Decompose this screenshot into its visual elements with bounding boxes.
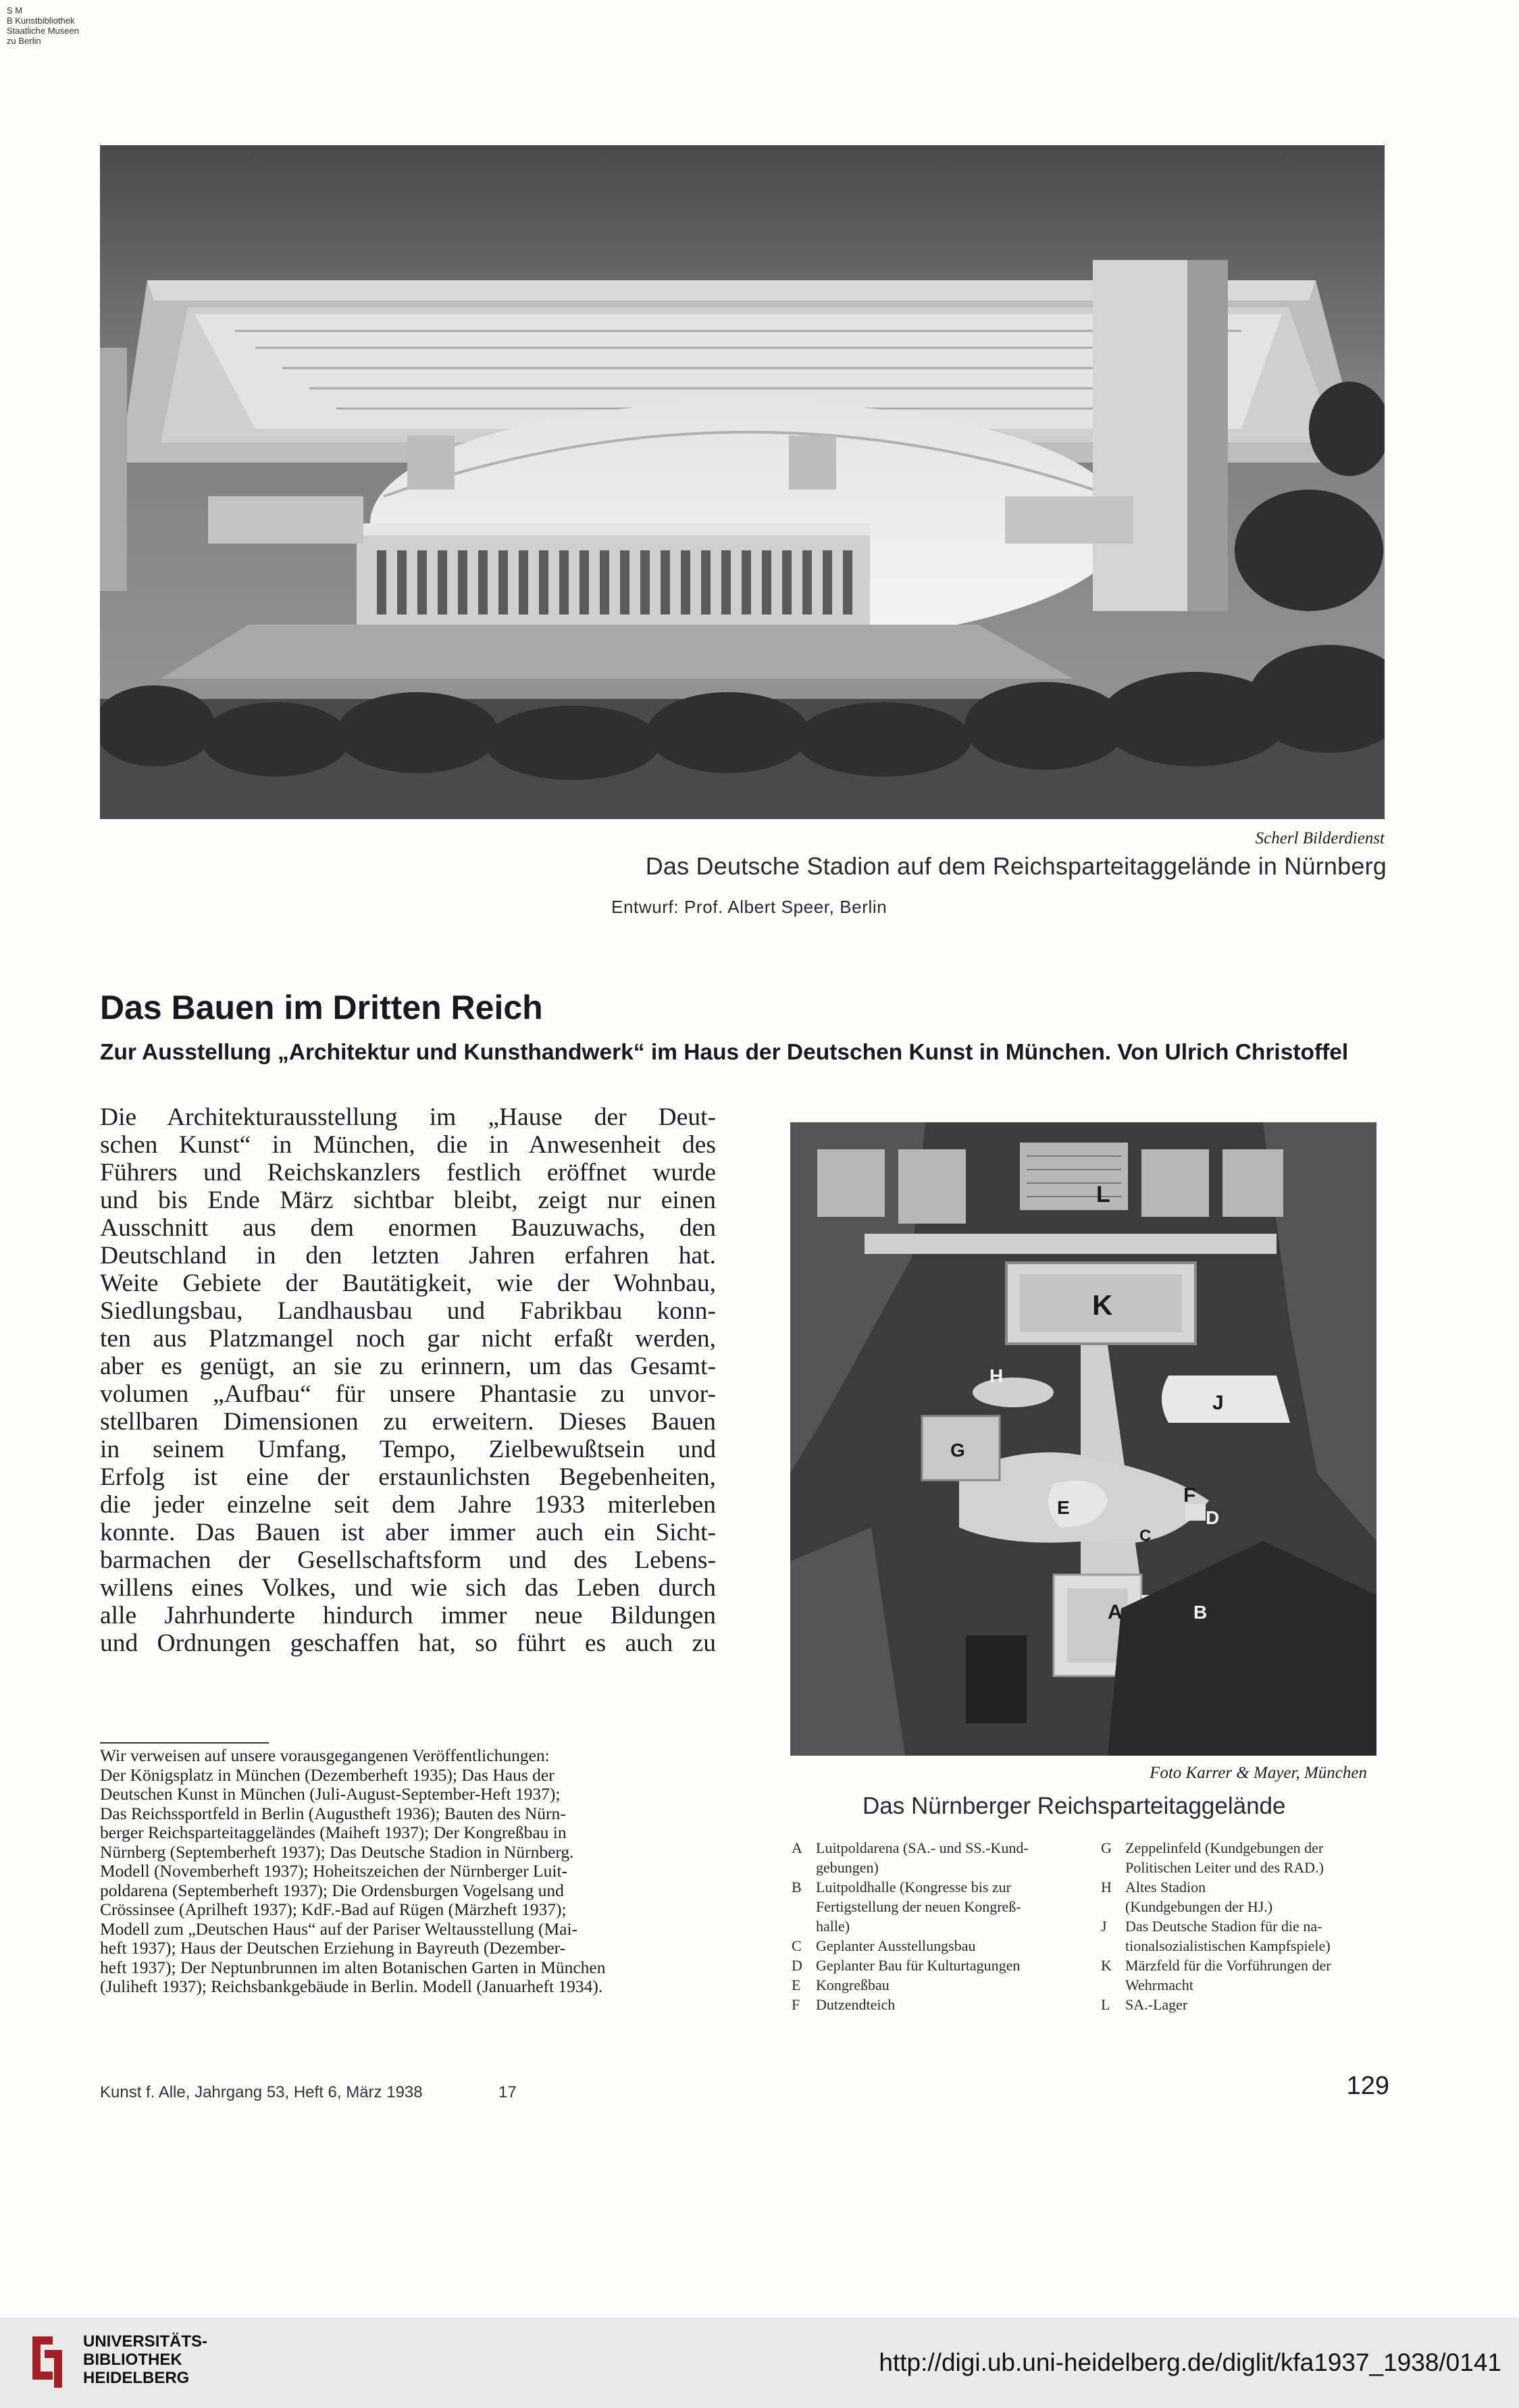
footnote-line: berger Reichsparteitaggeländes (Maiheft 1937); Der Kongreßbau in: [100, 1823, 567, 1842]
legend-text: Altes Stadion: [1125, 1879, 1206, 1895]
legend-text: Geplanter Bau für Kulturtagungen: [816, 1957, 1021, 1974]
source-url-link[interactable]: http://digi.ub.uni-heidelberg.de/diglit/kfa1937_1938/0141: [879, 2349, 1501, 2376]
article-body: [100, 1103, 716, 1657]
legend-text: Märzfeld für die Vorführungen der: [1125, 1957, 1331, 1974]
footnote-line: poldarena (Septemberheft 1937); Die Ordensburgen Vogelsang und: [100, 1880, 564, 1900]
legend-key: A: [792, 1839, 802, 1856]
university-name: [83, 2332, 207, 2387]
map-label-b: B: [1193, 1602, 1208, 1623]
map-label-k: K: [1092, 1289, 1113, 1321]
map-label-h: H: [989, 1365, 1004, 1386]
legend-text: Wehrmacht: [1125, 1977, 1193, 1993]
body-line: ten aus Platzmangel noch gar nicht erfaßt werden,: [100, 1325, 716, 1353]
body-line: Ausschnitt aus dem enormen Bauzuwachs, den: [100, 1214, 716, 1242]
legend-item: [1101, 1995, 1331, 2014]
stadium-model-photo: [100, 145, 1385, 819]
body-line: Führers und Reichskanzlers festlich eröffnet wurde: [100, 1159, 716, 1186]
legend-text: Luitpoldarena (SA.- und SS.-Kund-: [816, 1839, 1029, 1856]
footnote-line: heft 1937); Haus der Deutschen Erziehung in Bayreuth (Dezember-: [100, 1938, 566, 1958]
body-line: und Ordnungen geschaffen hat, so führt es auch zu: [100, 1629, 716, 1657]
legend-text: Zeppelinfeld (Kundgebungen der: [1125, 1839, 1324, 1856]
legend-text: Kongreßbau: [816, 1977, 890, 1993]
body-line: konnte. Das Bauen ist aber immer auch ein Sicht-: [100, 1519, 716, 1546]
map-label-g: G: [950, 1440, 965, 1461]
legend-text: Politischen Leiter und des RAD.): [1125, 1859, 1324, 1876]
footnote-divider: [100, 1742, 269, 1744]
map-label-e: E: [1057, 1497, 1070, 1518]
footnote-line: Crössinsee (Aprilheft 1937); KdF.-Bad auf Rügen (Märzheft 1937);: [100, 1900, 567, 1919]
body-line: Die Architekturausstellung im „Hause der Deut-: [100, 1103, 716, 1131]
body-line: schen Kunst“ in München, die in Anwesenheit des: [100, 1131, 716, 1159]
body-line: die jeder einzelne seit dem Jahre 1933 miterleben: [100, 1491, 716, 1519]
body-line: Weite Gebiete der Bautätigkeit, wie der Wohnbau,: [100, 1270, 716, 1297]
footnote-line: (Juliheft 1937); Reichsbankgebäude in Berlin. Modell (Januarheft 1934).: [100, 1977, 603, 1996]
body-line: Siedlungsbau, Landhausbau und Fabrikbau konn-: [100, 1297, 716, 1325]
body-line: Deutschland in den letzten Jahren erfahren hat.: [100, 1242, 716, 1270]
photo-design-credit: Entwurf: Prof. Albert Speer, Berlin: [611, 897, 887, 917]
map-label-f: F: [1183, 1484, 1196, 1507]
map-label-c: C: [1139, 1527, 1152, 1545]
stamp-line: S M: [7, 5, 23, 16]
stamp-line: zu Berlin: [7, 36, 41, 46]
legend-key: F: [792, 1996, 800, 2013]
body-line: und bis Ende März sichtbar bleibt, zeigt nur einen: [100, 1186, 716, 1214]
map-label-j: J: [1212, 1392, 1224, 1414]
legend-text: Fertigstellung der neuen Kongreß-: [816, 1898, 1021, 1915]
library-stamp: [7, 5, 79, 46]
map-caption: Das Nürnberger Reichsparteitaggelände: [863, 1793, 1286, 1819]
footnote-line: Deutschen Kunst in München (Juli-August-September-Heft 1937);: [100, 1784, 561, 1804]
university-name-line: UNIVERSITÄTS-: [83, 2332, 208, 2351]
legend-text: Geplanter Ausstellungsbau: [816, 1937, 976, 1954]
university-name-line: HEIDELBERG: [83, 2369, 190, 2387]
stamp-line: B Kunstbibliothek: [7, 16, 75, 26]
map-legend-right: [1101, 1838, 1331, 2014]
legend-item: [1101, 1877, 1331, 1916]
body-line: aber es genügt, an sie zu erinnern, um das Gesamt-: [100, 1353, 716, 1380]
journal-footer: Kunst f. Alle, Jahrgang 53, Heft 6, März 1938: [100, 2083, 423, 2101]
map-label-l: L: [1096, 1182, 1110, 1207]
photo-caption: Das Deutsche Stadion auf dem Reichsparteitaggelände in Nürnberg: [645, 852, 1387, 880]
article-subtitle: Zur Ausstellung „Architektur und Kunsthandwerk“ im Haus der Deutschen Kunst in München. Von Ulrich Christoffel: [100, 1040, 1349, 1065]
map-label-a: A: [1108, 1601, 1123, 1623]
university-name-line: BIBLIOTHEK: [83, 2351, 182, 2369]
legend-text: Dutzendteich: [816, 1996, 896, 2013]
footnote: [100, 1746, 721, 1997]
page-number: 129: [1346, 2072, 1389, 2100]
footnote-line: Nürnberg (Septemberheft 1937); Das Deutsche Stadion in Nürnberg.: [100, 1841, 574, 1862]
stamp-line: Staatliche Museen: [7, 26, 79, 36]
legend-key: H: [1101, 1879, 1112, 1895]
legend-item: [1101, 1916, 1331, 1956]
legend-key: E: [792, 1977, 801, 1993]
legend-item: [792, 1995, 1029, 2014]
legend-key: K: [1101, 1957, 1112, 1974]
footnote-line: Das Reichssportfeld in Berlin (Augustheft 1936); Bauten des Nürn-: [100, 1803, 566, 1823]
legend-text: (Kundgebungen der HJ.): [1125, 1898, 1273, 1915]
legend-text: Luitpoldhalle (Kongresse bis zur: [816, 1879, 1011, 1895]
legend-item: [792, 1956, 1029, 1975]
body-line: alle Jahrhunderte hindurch immer neue Bildungen: [100, 1602, 716, 1629]
body-line: willens eines Volkes, und wie sich das Leben durch: [100, 1574, 716, 1602]
legend-key: J: [1101, 1918, 1107, 1935]
legend-text: SA.-Lager: [1125, 1996, 1188, 2013]
body-line: Erfolg ist eine der erstaunlichsten Begebenheiten,: [100, 1463, 716, 1491]
legend-item: [792, 1975, 1029, 1995]
body-line: stellbaren Dimensionen zu erweitern. Dieses Bauen: [100, 1408, 716, 1436]
footnote-line: heft 1937); Der Neptunbrunnen im alten Botanischen Garten in München: [100, 1957, 606, 1977]
legend-text: gebungen): [816, 1859, 879, 1876]
legend-key: D: [792, 1957, 802, 1974]
body-line: volumen „Aufbau“ für unsere Phantasie zu unvor-: [100, 1380, 716, 1408]
legend-key: B: [792, 1879, 802, 1895]
map-photo-credit: Foto Karrer & Mayer, München: [1150, 1764, 1367, 1782]
legend-text: halle): [816, 1918, 850, 1935]
legend-text: tionalsozialistischen Kampfspiele): [1125, 1937, 1331, 1954]
photo-credit: Scherl Bilderdienst: [1255, 829, 1385, 847]
legend-item: [1101, 1956, 1331, 1995]
footnote-line: Modell zum „Deutschen Haus“ auf der Pariser Weltausstellung (Mai-: [100, 1918, 578, 1939]
map-legend-left: [792, 1838, 1029, 2014]
body-line: in seinem Umfang, Tempo, Zielbewußtsein und: [100, 1436, 716, 1463]
article-title: Das Bauen im Dritten Reich: [100, 989, 543, 1026]
footnote-line: Wir verweisen auf unsere vorausgegangenen Veröffentlichungen:: [100, 1746, 550, 1765]
digitization-bar: [0, 2318, 1519, 2408]
site-plan-photo: [790, 1122, 1376, 1756]
legend-item: [1101, 1838, 1331, 1877]
map-label-d: D: [1206, 1507, 1220, 1528]
footnote-line: Der Königsplatz in München (Dezemberheft 1935); Das Haus der: [100, 1764, 555, 1785]
legend-key: G: [1101, 1839, 1112, 1856]
legend-key: L: [1101, 1996, 1110, 2013]
body-line: barmachen der Gesellschaftsform und des Lebens-: [100, 1546, 716, 1574]
signature-mark: 17: [498, 2083, 517, 2101]
legend-text: Das Deutsche Stadion für die na-: [1125, 1918, 1322, 1935]
legend-key: C: [792, 1937, 802, 1954]
footnote-line: Modell (Novemberheft 1937); Hoheitszeichen der Nürnberger Luit-: [100, 1861, 568, 1881]
university-logo-icon: [27, 2330, 68, 2390]
legend-item: [792, 1877, 1029, 1936]
legend-item: [792, 1936, 1029, 1956]
legend-item: [792, 1838, 1029, 1877]
